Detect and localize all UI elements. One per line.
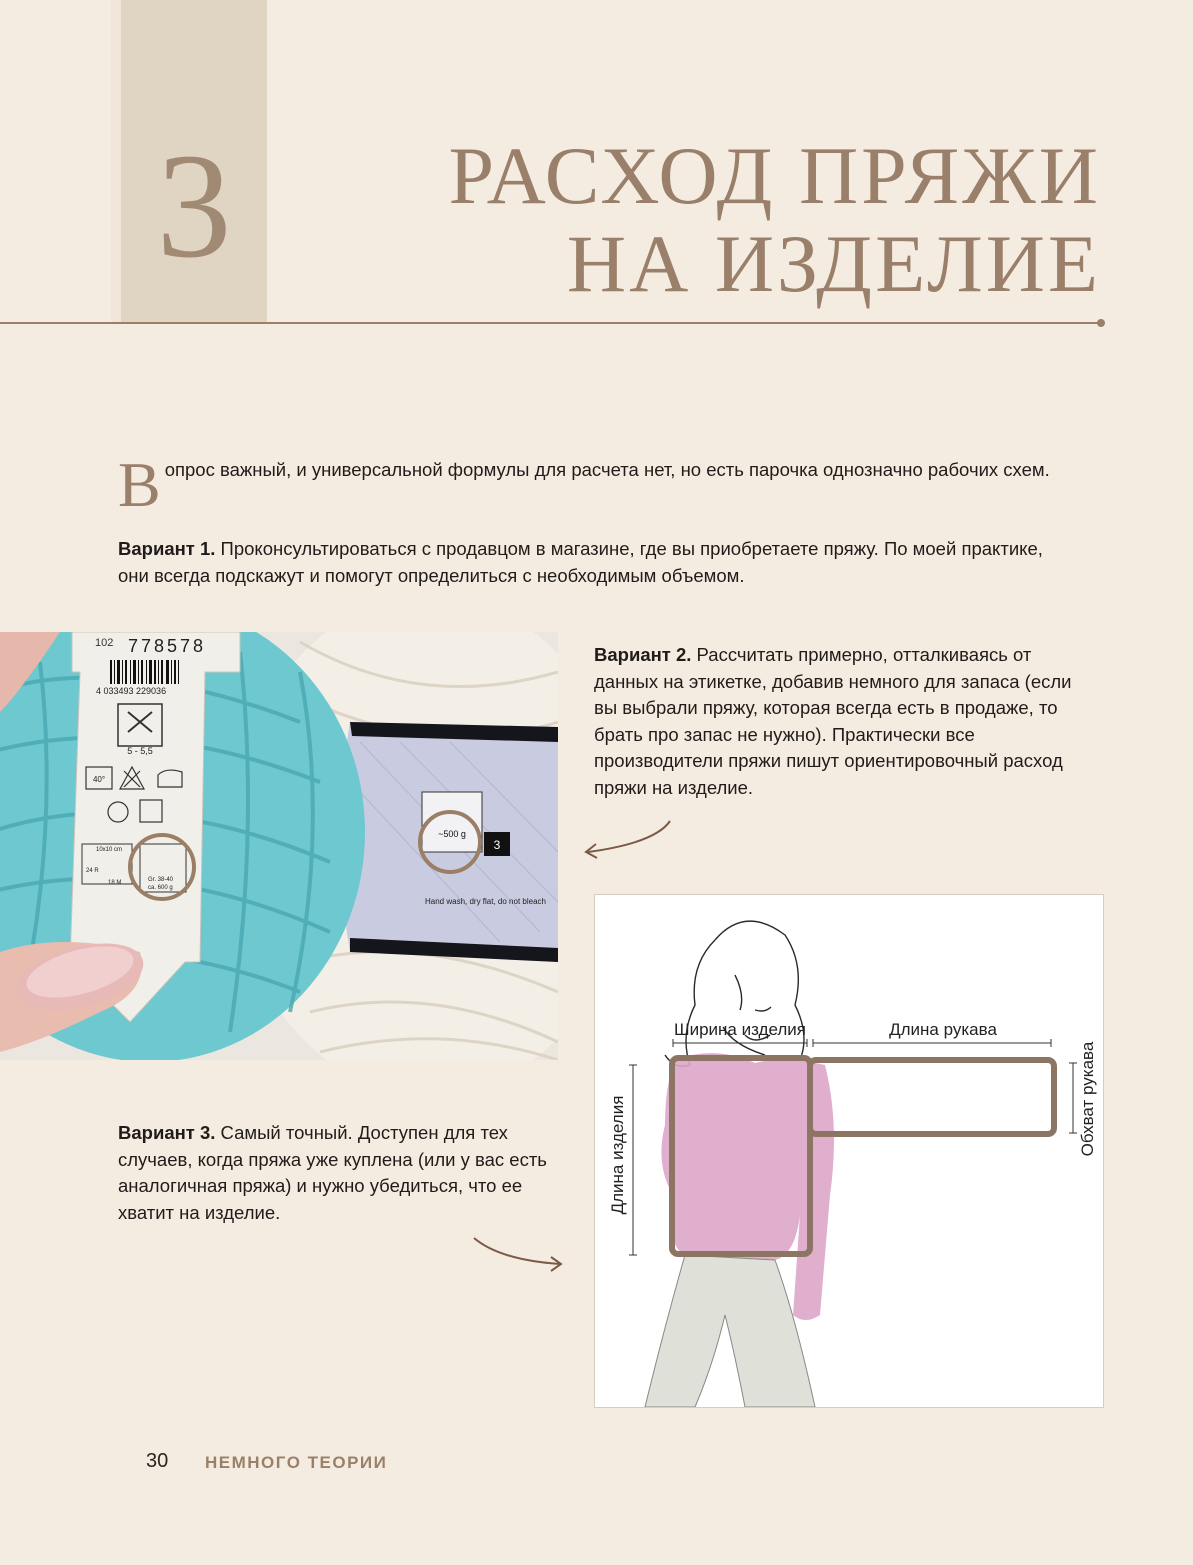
variant-3-text: Самый точный. Доступен для тех случаев, когда пряжа уже куплена (или у вас есть аналогичная пряжа) и нужно убедиться, что ее хватит на изделие. (118, 1122, 547, 1223)
sleeve-measure-box (810, 1060, 1054, 1134)
title-line-2: НА ИЗДЕЛИЕ (566, 218, 1101, 309)
title-rule (0, 322, 1100, 324)
gauge-meters: 18 M (108, 880, 122, 886)
arrow-right-icon (470, 1232, 566, 1276)
size-text: Gr. 38-40 (148, 877, 174, 883)
title-line-1: РАСХОД ПРЯЖИ (448, 130, 1101, 221)
second-label-code: 3 (493, 838, 501, 852)
page-number: 30 (146, 1450, 169, 1472)
needle-size: 5 - 5,5 (127, 746, 153, 756)
yarn-label-photo (0, 632, 558, 1060)
barcode-text: 4 033493 229036 (96, 686, 167, 696)
variant-3-label: Вариант 3. (118, 1122, 216, 1143)
second-label-weight: ~500 g (438, 829, 466, 839)
length-label: Длина изделия (608, 1095, 627, 1215)
sleeve-girth-label: Обхват рукава (1078, 1041, 1097, 1157)
intro-paragraph (118, 449, 1078, 520)
wash-temp: 40° (92, 775, 106, 784)
variant-1-label: Вариант 1. (118, 538, 216, 559)
arrow-left-icon (580, 818, 675, 862)
measurement-diagram (594, 894, 1104, 1408)
chapter-band-edge (111, 0, 121, 322)
gauge-top: 10x10 cm (96, 847, 123, 853)
label-prefix: 102 (95, 637, 114, 649)
section-name: НЕМНОГО ТЕОРИИ (205, 1453, 388, 1472)
variant-3-paragraph (118, 1120, 563, 1226)
width-label: Ширина изделия (674, 1020, 806, 1039)
chapter-number: 3 (156, 123, 232, 289)
page-title (449, 132, 1101, 308)
variant-1-paragraph (118, 536, 1078, 589)
variant-2-text: Рассчитать примерно, отталкиваясь от данных на этикетке, добавив немного для запаса (если вы выбрали пряжу, которая всегда есть в продаже, то брать про запас не нужно). Практически все производители пряжи пишут ориентировочный расход пряжи на изделие. (594, 644, 1072, 798)
second-label-care: Hand wash, dry flat, do not bleach (425, 897, 546, 906)
gauge-rows: 24 R (86, 868, 99, 874)
title-rule-dot (1097, 319, 1105, 327)
intro-text: опрос важный, и универсальной формулы для расчета нет, но есть парочка однозначно рабочих схем. (164, 459, 1050, 480)
variant-2-paragraph (594, 642, 1084, 801)
variant-2-label: Вариант 2. (594, 644, 692, 665)
sleeve-length-label: Длина рукава (889, 1020, 997, 1039)
variant-1-text: Проконсультироваться с продавцом в магазине, где вы приобретаете пряжу. По моей практике, они всегда подскажут и помогут определиться с необходимым объемом. (118, 538, 1043, 586)
drop-cap: В (118, 449, 161, 520)
label-number: 778578 (128, 636, 207, 656)
weight-text: ca. 600 g (148, 885, 173, 891)
